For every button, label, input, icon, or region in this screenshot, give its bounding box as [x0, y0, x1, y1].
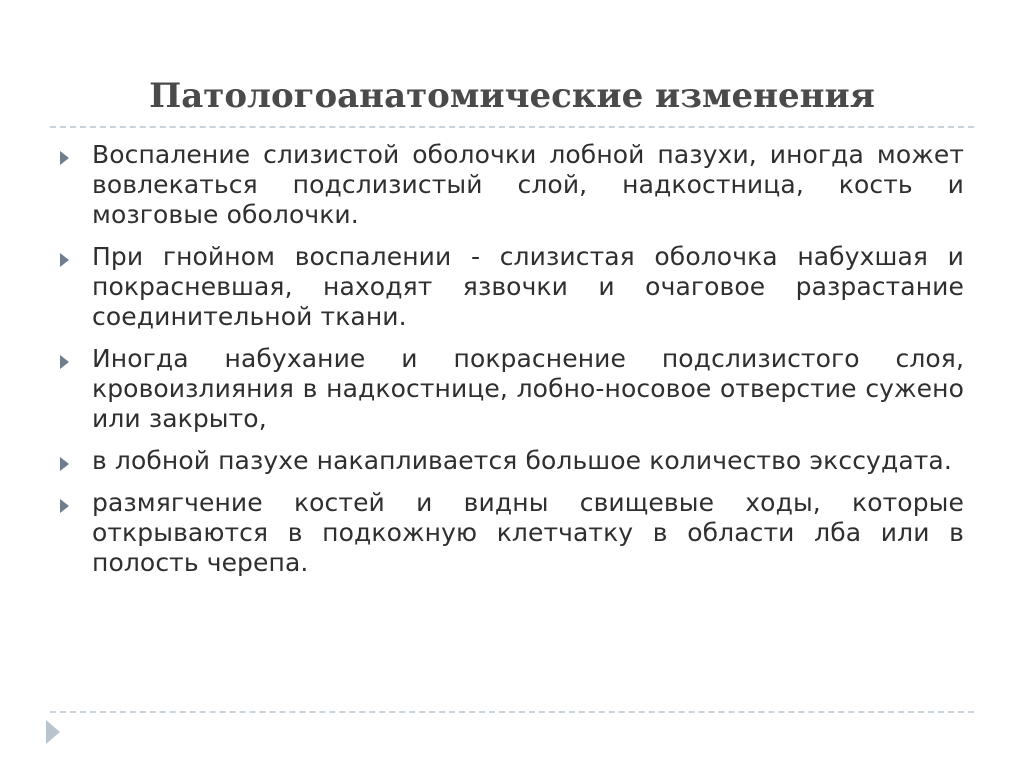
bullet-text: При гнойном воспалении - слизистая оболочка набухшая и покрасневшая, находят язвочки и очаговое разрастание соединительной ткани.: [92, 242, 964, 331]
triangle-bullet-icon: [60, 151, 69, 165]
triangle-nav-icon: [46, 720, 60, 744]
bullet-text: в лобной пазухе накапливается большое количество экссудата.: [92, 446, 952, 475]
bullet-item: [60, 242, 964, 332]
triangle-bullet-icon: [60, 457, 69, 471]
bullet-text: Воспаление слизистой оболочки лобной пазухи, иногда может вовлекаться подслизистый слой, надкостница, кость и мозговые оболочки.: [92, 140, 964, 229]
title-divider: [50, 126, 974, 128]
triangle-bullet-icon: [60, 499, 69, 513]
bullet-list: [60, 140, 964, 590]
bullet-item: [60, 344, 964, 434]
bullet-item: [60, 140, 964, 230]
slide-title: Патологоанатомические изменения: [149, 76, 875, 116]
bullet-text: размягчение костей и видны свищевые ходы, которые открываются в подкожную клетчатку в области лба или в полость черепа.: [92, 488, 964, 577]
bullet-item: [60, 488, 964, 578]
triangle-bullet-icon: [60, 355, 69, 369]
footer-divider: [50, 711, 974, 713]
triangle-bullet-icon: [60, 253, 69, 267]
bullet-item: [60, 446, 964, 476]
bullet-text: Иногда набухание и покраснение подслизистого слоя, кровоизлияния в надкостнице, лобно-носовое отверстие сужено или закрыто,: [92, 344, 964, 433]
